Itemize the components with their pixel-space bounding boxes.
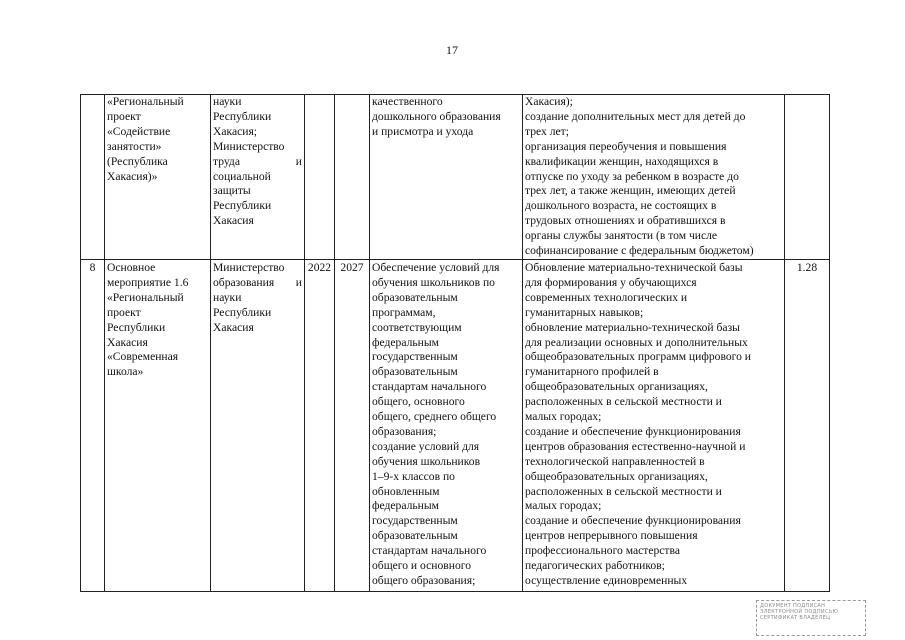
text-line (213, 184, 302, 199)
task-cell (370, 95, 523, 260)
text-line: общего, основного (372, 395, 465, 409)
text-line: для формирования у обучающихся (525, 275, 697, 289)
text-line: обновление материально-технической базы (525, 320, 740, 334)
text-line: обновленным (372, 484, 440, 498)
executor-cell (211, 95, 305, 260)
text-part: защиты (213, 184, 251, 198)
text-line: дошкольного образования (372, 109, 501, 123)
text-line: организация переобучения и повышения (525, 139, 727, 153)
text-line: осуществление единовременных (525, 574, 688, 587)
row-number-cell: 8 (81, 259, 105, 591)
text-line: квалификации женщин, находящихся в (525, 154, 719, 168)
text-line: государственным (372, 350, 458, 364)
text-line: «Региональный (107, 95, 184, 108)
text-part: и (295, 275, 302, 289)
text-line: образовательным (372, 529, 458, 543)
text-line: для реализации основных и дополнительных (525, 335, 748, 349)
text-line: общего образования; (372, 574, 476, 587)
text-line: «Содействие (107, 124, 171, 138)
text-part: труда (213, 154, 240, 168)
text-line: качественного (372, 95, 443, 108)
text-part: Хакасия; (213, 124, 258, 138)
text-line: педагогических работников; (525, 559, 665, 573)
text-line: Обеспечение условий для (372, 260, 500, 274)
text-part: и (295, 154, 302, 168)
end-year-cell (335, 95, 370, 260)
text-line: образовательным (372, 290, 458, 304)
text-line: технологической направленностей в (525, 454, 705, 468)
text-line: гуманитарных навыков; (525, 305, 644, 319)
text-line: проект (107, 109, 141, 123)
end-year-cell: 2027 (335, 259, 370, 591)
text-line: создание дополнительных мест для детей до (525, 109, 746, 123)
text-line: Хакасия)» (107, 169, 158, 183)
start-year-cell (305, 95, 335, 260)
text-line: 1–9-х классов по (372, 469, 455, 483)
text-line: стандартам начального (372, 380, 487, 394)
text-line: «Современная (107, 350, 179, 364)
start-year-cell: 2022 (305, 259, 335, 591)
text-line: обучения школьников (372, 454, 481, 468)
row-number-cell (81, 95, 105, 260)
text-part: Министерство (213, 139, 285, 153)
text-line: расположенных в сельской местности и (525, 484, 722, 498)
text-line: гуманитарного профилей в (525, 365, 659, 379)
text-part: Республики (213, 199, 272, 213)
text-line: (Республика (107, 154, 168, 168)
text-line: трудовых отношениях и обратившихся в (525, 214, 726, 228)
text-line: общеобразовательных организациях, (525, 380, 708, 394)
text-line: создание и обеспечение функционирования (525, 424, 741, 438)
text-part: Хакасия (213, 320, 254, 334)
text-line (213, 276, 302, 291)
text-line (213, 261, 302, 276)
text-line: ДОКУМЕНТ ПОДПИСАН (760, 603, 826, 609)
text-line (213, 199, 302, 214)
text-line: расположенных в сельской местности и (525, 395, 722, 409)
text-line: софинансирование с федеральным бюджетом) (525, 244, 754, 258)
executor-cell (211, 259, 305, 591)
text-line (213, 321, 302, 336)
text-line: дошкольного возраста, не состоящих в (525, 199, 717, 213)
text-line (213, 155, 302, 170)
text-line: общего и основного (372, 559, 472, 573)
table-row (81, 259, 830, 591)
text-line: ЭЛЕКТРОННОЙ ПОДПИСЬЮ (760, 609, 839, 615)
result-cell (523, 95, 785, 260)
text-line: малых городах; (525, 410, 602, 424)
text-line: общего, среднего общего (372, 410, 497, 424)
page-number: 17 (446, 43, 458, 57)
text-part: Министерство (213, 260, 285, 274)
text-line: соответствующим (372, 320, 462, 334)
text-line: школа» (107, 365, 144, 379)
task-cell (370, 259, 523, 591)
result-cell (523, 259, 785, 591)
text-part: Хакасия (213, 214, 254, 228)
text-line: и присмотра и ухода (372, 124, 474, 138)
text-part: науки (213, 95, 242, 108)
text-line: мероприятие 1.6 (107, 275, 189, 289)
indicator-cell (785, 95, 830, 260)
text-line: Республики (107, 320, 166, 334)
text-line: СЕРТИФИКАТ ВЛАДЕЛЕЦ (760, 615, 831, 621)
text-line: профессионального мастерства (525, 544, 680, 558)
text-line: Хакасия); (525, 95, 573, 108)
text-line: федеральным (372, 335, 439, 349)
text-line: создание условий для (372, 439, 480, 453)
table-row (81, 95, 830, 260)
text-line: общеобразовательных программ цифрового и (525, 350, 751, 364)
text-line: отпуске по уходу за ребенком в возрасте до (525, 169, 739, 183)
signature-stamp (756, 600, 866, 636)
text-line: органы службы занятости (в том числе (525, 229, 718, 243)
text-line: «Региональный (107, 290, 184, 304)
program-table (80, 94, 830, 592)
text-line: федеральным (372, 499, 439, 513)
text-part: образования (213, 275, 275, 289)
text-line: трех лет; (525, 124, 569, 138)
text-line: центров образования естественно-научной и (525, 439, 746, 453)
text-line (213, 291, 302, 306)
text-line: Хакасия (107, 335, 148, 349)
text-part: науки (213, 290, 242, 304)
text-line: государственным (372, 514, 458, 528)
text-line: Обновление материально-технической базы (525, 260, 743, 274)
text-line: трех лет, а также женщин, имеющих детей (525, 184, 736, 198)
text-line: общеобразовательных организациях, (525, 469, 708, 483)
text-line: современных технологических и (525, 290, 688, 304)
text-part: социальной (213, 169, 271, 183)
text-line: образования; (372, 424, 437, 438)
text-line: малых городах; (525, 499, 602, 513)
text-line (213, 125, 302, 140)
text-line (213, 306, 302, 321)
text-line: занятости» (107, 139, 162, 153)
text-line: образовательным (372, 365, 458, 379)
text-line: создание и обеспечение функционирования (525, 514, 741, 528)
text-part: Республики (213, 305, 272, 319)
text-line: обучения школьников по (372, 275, 495, 289)
text-part: Республики (213, 109, 272, 123)
text-line: программам, (372, 305, 436, 319)
text-line: проект (107, 305, 141, 319)
text-line (213, 170, 302, 185)
text-line (213, 214, 302, 229)
indicator-cell: 1.28 (785, 259, 830, 591)
text-line (213, 110, 302, 125)
text-line (213, 95, 302, 110)
text-line: центров непрерывного повышения (525, 529, 698, 543)
event-cell (105, 259, 211, 591)
text-line (213, 140, 302, 155)
text-line: стандартам начального (372, 544, 487, 558)
event-cell (105, 95, 211, 260)
text-line: Основное (107, 260, 156, 274)
